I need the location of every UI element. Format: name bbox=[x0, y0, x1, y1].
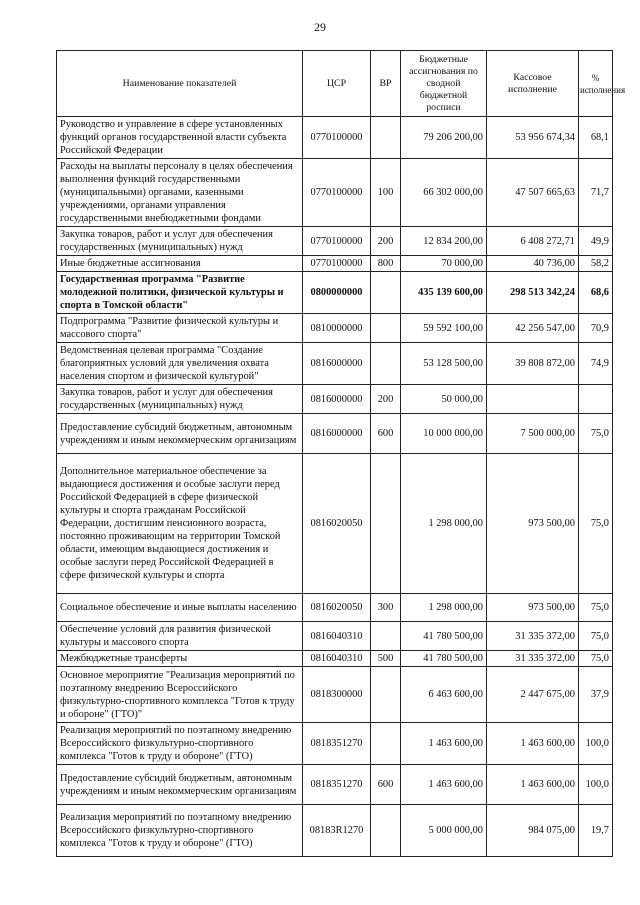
cell-percent: 71,7 bbox=[579, 159, 613, 227]
cell-vr bbox=[371, 805, 401, 857]
cell-budget: 66 302 000,00 bbox=[401, 159, 487, 227]
cell-percent: 75,0 bbox=[579, 622, 613, 651]
cell-csr: 0816000000 bbox=[303, 343, 371, 385]
table-row bbox=[57, 414, 613, 454]
cell-budget: 70 000,00 bbox=[401, 256, 487, 272]
cell-name: Реализация мероприятий по поэтапному внедрению Всероссийского физкультурно-спортивного комплекса "Готов к труду и обороне" (ГТО) bbox=[57, 723, 303, 765]
cell-budget: 41 780 500,00 bbox=[401, 622, 487, 651]
cell-vr: 600 bbox=[371, 765, 401, 805]
cell-cash: 53 956 674,34 bbox=[487, 117, 579, 159]
cell-csr: 0818300000 bbox=[303, 667, 371, 723]
cell-cash: 298 513 342,24 bbox=[487, 272, 579, 314]
cell-cash: 7 500 000,00 bbox=[487, 414, 579, 454]
cell-cash: 31 335 372,00 bbox=[487, 651, 579, 667]
cell-cash: 1 463 600,00 bbox=[487, 723, 579, 765]
cell-vr bbox=[371, 272, 401, 314]
cell-csr: 0770100000 bbox=[303, 117, 371, 159]
cell-budget: 79 206 200,00 bbox=[401, 117, 487, 159]
header-cash: Кассовое исполнение bbox=[487, 51, 579, 117]
cell-csr: 0770100000 bbox=[303, 256, 371, 272]
table-row bbox=[57, 159, 613, 227]
cell-percent: 100,0 bbox=[579, 723, 613, 765]
cell-percent: 75,0 bbox=[579, 594, 613, 622]
cell-budget: 10 000 000,00 bbox=[401, 414, 487, 454]
table-row bbox=[57, 272, 613, 314]
cell-csr: 0818351270 bbox=[303, 723, 371, 765]
cell-cash: 973 500,00 bbox=[487, 454, 579, 594]
cell-cash: 40 736,00 bbox=[487, 256, 579, 272]
cell-percent: 68,6 bbox=[579, 272, 613, 314]
header-budget: Бюджетные ассигнования по сводной бюджетной росписи bbox=[401, 51, 487, 117]
cell-percent: 74,9 bbox=[579, 343, 613, 385]
cell-budget: 59 592 100,00 bbox=[401, 314, 487, 343]
budget-table bbox=[56, 50, 626, 857]
page-number: 29 bbox=[314, 20, 326, 34]
cell-csr: 0770100000 bbox=[303, 159, 371, 227]
cell-percent: 19,7 bbox=[579, 805, 613, 857]
cell-cash: 984 075,00 bbox=[487, 805, 579, 857]
cell-cash: 6 408 272,71 bbox=[487, 227, 579, 256]
cell-vr bbox=[371, 622, 401, 651]
cell-cash: 31 335 372,00 bbox=[487, 622, 579, 651]
cell-budget: 5 000 000,00 bbox=[401, 805, 487, 857]
cell-vr: 300 bbox=[371, 594, 401, 622]
table-row bbox=[57, 667, 613, 723]
header-percent: % исполнения bbox=[579, 51, 613, 117]
cell-name: Обеспечение условий для развития физической культуры и массового спорта bbox=[57, 622, 303, 651]
cell-csr: 08183R1270 bbox=[303, 805, 371, 857]
cell-budget: 1 463 600,00 bbox=[401, 723, 487, 765]
cell-budget: 435 139 600,00 bbox=[401, 272, 487, 314]
cell-cash: 1 463 600,00 bbox=[487, 765, 579, 805]
cell-cash: 973 500,00 bbox=[487, 594, 579, 622]
cell-percent: 75,0 bbox=[579, 651, 613, 667]
cell-name: Иные бюджетные ассигнования bbox=[57, 256, 303, 272]
cell-percent: 49,9 bbox=[579, 227, 613, 256]
cell-cash: 42 256 547,00 bbox=[487, 314, 579, 343]
cell-name: Межбюджетные трансферты bbox=[57, 651, 303, 667]
table-row bbox=[57, 805, 613, 857]
cell-csr: 0810000000 bbox=[303, 314, 371, 343]
table-row bbox=[57, 343, 613, 385]
cell-percent: 37,9 bbox=[579, 667, 613, 723]
cell-vr bbox=[371, 117, 401, 159]
cell-name: Реализация мероприятий по поэтапному внедрению Всероссийского физкультурно-спортивного комплекса "Готов к труду и обороне" (ГТО) bbox=[57, 805, 303, 857]
cell-csr: 0816020050 bbox=[303, 454, 371, 594]
cell-percent: 58,2 bbox=[579, 256, 613, 272]
header-vr: ВР bbox=[371, 51, 401, 117]
cell-name: Подпрограмма "Развитие физической культуры и массового спорта" bbox=[57, 314, 303, 343]
cell-vr: 200 bbox=[371, 227, 401, 256]
header-csr: ЦСР bbox=[303, 51, 371, 117]
table-row bbox=[57, 227, 613, 256]
cell-vr: 500 bbox=[371, 651, 401, 667]
table-row bbox=[57, 256, 613, 272]
cell-budget: 41 780 500,00 bbox=[401, 651, 487, 667]
cell-name: Закупка товаров, работ и услуг для обеспечения государственных (муниципальных) нужд bbox=[57, 227, 303, 256]
cell-percent: 70,9 bbox=[579, 314, 613, 343]
cell-name: Социальное обеспечение и иные выплаты населению bbox=[57, 594, 303, 622]
cell-cash bbox=[487, 385, 579, 414]
table-row bbox=[57, 622, 613, 651]
cell-cash: 47 507 665,63 bbox=[487, 159, 579, 227]
cell-cash: 2 447 675,00 bbox=[487, 667, 579, 723]
cell-name: Дополнительное материальное обеспечение за выдающиеся достижения и особые заслуги перед Российской Федерацией в сфере физической культуры и спорта гражданам Российской Федерации, достигшим пенсионного возраста, постоянно проживающим на территории Томской области, имеющим выдающиеся достижения и особые заслуги перед Российской Федерацией в сфере физической культуры и спорта bbox=[57, 454, 303, 594]
cell-percent: 75,0 bbox=[579, 414, 613, 454]
cell-percent bbox=[579, 385, 613, 414]
table-row bbox=[57, 594, 613, 622]
cell-cash: 39 808 872,00 bbox=[487, 343, 579, 385]
cell-budget: 1 298 000,00 bbox=[401, 594, 487, 622]
cell-budget: 1 463 600,00 bbox=[401, 765, 487, 805]
table-body bbox=[57, 117, 613, 857]
cell-name: Ведомственная целевая программа "Создание благоприятных условий для увеличения охвата населения спортом и физической культурой" bbox=[57, 343, 303, 385]
header-name: Наименование показателей bbox=[57, 51, 303, 117]
cell-name: Государственная программа "Развитие молодежной политики, физической культуры и спорта в Томской области" bbox=[57, 272, 303, 314]
cell-csr: 0800000000 bbox=[303, 272, 371, 314]
table-row bbox=[57, 723, 613, 765]
cell-vr: 200 bbox=[371, 385, 401, 414]
cell-csr: 0816000000 bbox=[303, 385, 371, 414]
cell-csr: 0816040310 bbox=[303, 622, 371, 651]
table-row bbox=[57, 454, 613, 594]
cell-name: Основное мероприятие "Реализация мероприятий по поэтапному внедрению Всероссийского физкультурно-спортивного комплекса "Готов к труду и обороне" (ГТО)" bbox=[57, 667, 303, 723]
table-row bbox=[57, 385, 613, 414]
cell-vr: 600 bbox=[371, 414, 401, 454]
cell-csr: 0816040310 bbox=[303, 651, 371, 667]
cell-vr bbox=[371, 343, 401, 385]
cell-vr bbox=[371, 667, 401, 723]
table-row bbox=[57, 117, 613, 159]
cell-vr bbox=[371, 314, 401, 343]
cell-csr: 0816020050 bbox=[303, 594, 371, 622]
cell-vr bbox=[371, 723, 401, 765]
table-row bbox=[57, 314, 613, 343]
cell-name: Предоставление субсидий бюджетным, автономным учреждениям и иным некоммерческим организациям bbox=[57, 414, 303, 454]
table-row bbox=[57, 651, 613, 667]
cell-vr bbox=[371, 454, 401, 594]
cell-vr: 800 bbox=[371, 256, 401, 272]
cell-csr: 0770100000 bbox=[303, 227, 371, 256]
cell-budget: 53 128 500,00 bbox=[401, 343, 487, 385]
table-row bbox=[57, 765, 613, 805]
cell-percent: 75,0 bbox=[579, 454, 613, 594]
cell-budget: 6 463 600,00 bbox=[401, 667, 487, 723]
cell-name: Руководство и управление в сфере установленных функций органов государственной власти субъекта Российской Федерации bbox=[57, 117, 303, 159]
cell-name: Предоставление субсидий бюджетным, автономным учреждениям и иным некоммерческим организациям bbox=[57, 765, 303, 805]
cell-csr: 0818351270 bbox=[303, 765, 371, 805]
cell-budget: 12 834 200,00 bbox=[401, 227, 487, 256]
cell-budget: 1 298 000,00 bbox=[401, 454, 487, 594]
header-row bbox=[57, 51, 613, 117]
cell-name: Расходы на выплаты персоналу в целях обеспечения выполнения функций государственными (муниципальными) органами, казенными учреждениями, органами управления государственными внебюджетными фондами bbox=[57, 159, 303, 227]
cell-name: Закупка товаров, работ и услуг для обеспечения государственных (муниципальных) нужд bbox=[57, 385, 303, 414]
cell-vr: 100 bbox=[371, 159, 401, 227]
cell-budget: 50 000,00 bbox=[401, 385, 487, 414]
cell-percent: 100,0 bbox=[579, 765, 613, 805]
cell-csr: 0816000000 bbox=[303, 414, 371, 454]
cell-percent: 68,1 bbox=[579, 117, 613, 159]
